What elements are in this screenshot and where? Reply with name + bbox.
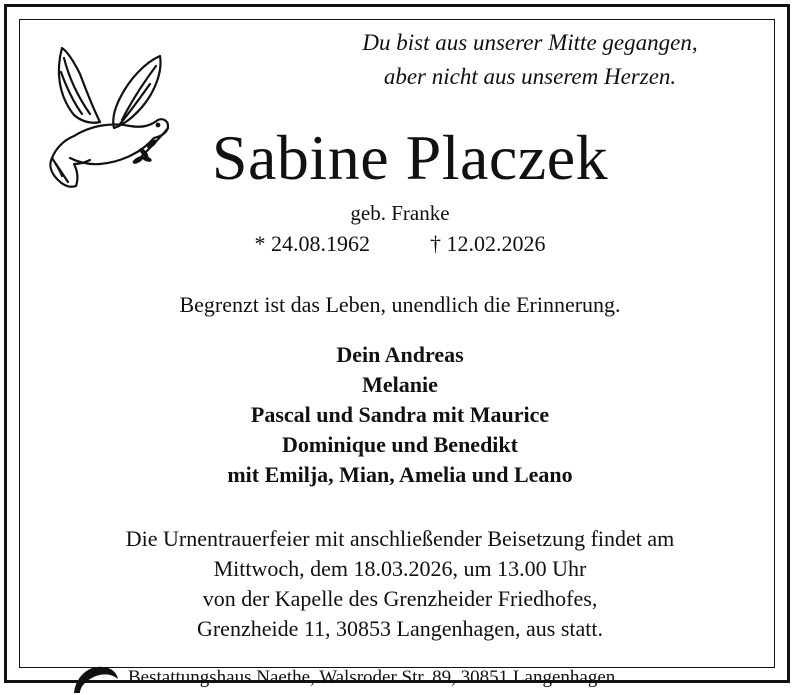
memorial-quote: Begrenzt ist das Leben, unendlich die Erinnerung. [179, 292, 621, 317]
life-dates [0, 229, 800, 259]
death-date: † 12.02.2026 [430, 231, 546, 256]
service-details [0, 524, 800, 644]
service-line: Mittwoch, dem 18.03.2026, um 13.00 Uhr [213, 556, 587, 581]
mourner-line: Pascal und Sandra mit Maurice [250, 402, 550, 427]
service-line: von der Kapelle des Grenzheider Friedhofes, [202, 586, 598, 611]
funeral-home-address: Bestattungshaus Naethe, Walsroder Str. 89, 30851 Langenhagen [128, 667, 616, 688]
motto-line: aber nicht aus unserem Herzen. [383, 64, 677, 89]
service-line: Die Urnentrauerfeier mit anschließender Beisetzung findet am [125, 526, 675, 551]
birth-name: geb. Franke [350, 201, 450, 225]
funeral-home-logo [70, 663, 120, 693]
mourners-list [0, 340, 800, 490]
deceased-name: Sabine Placzek [211, 122, 609, 193]
motto-line: Du bist aus unserer Mitte gegangen, [362, 30, 698, 55]
mourner-line: Dein Andreas [336, 342, 464, 367]
funeral-home-footer [70, 663, 750, 693]
mourner-line: Dominique und Benedikt [282, 432, 518, 457]
birth-date: * 24.08.1962 [254, 231, 370, 256]
mourner-line: mit Emilja, Mian, Amelia und Leano [227, 462, 573, 487]
mourner-line: Melanie [362, 372, 438, 397]
motto [300, 26, 760, 94]
service-line: Grenzheide 11, 30853 Langenhagen, aus statt. [196, 616, 604, 641]
dove-with-olive-branch-icon [34, 40, 179, 200]
